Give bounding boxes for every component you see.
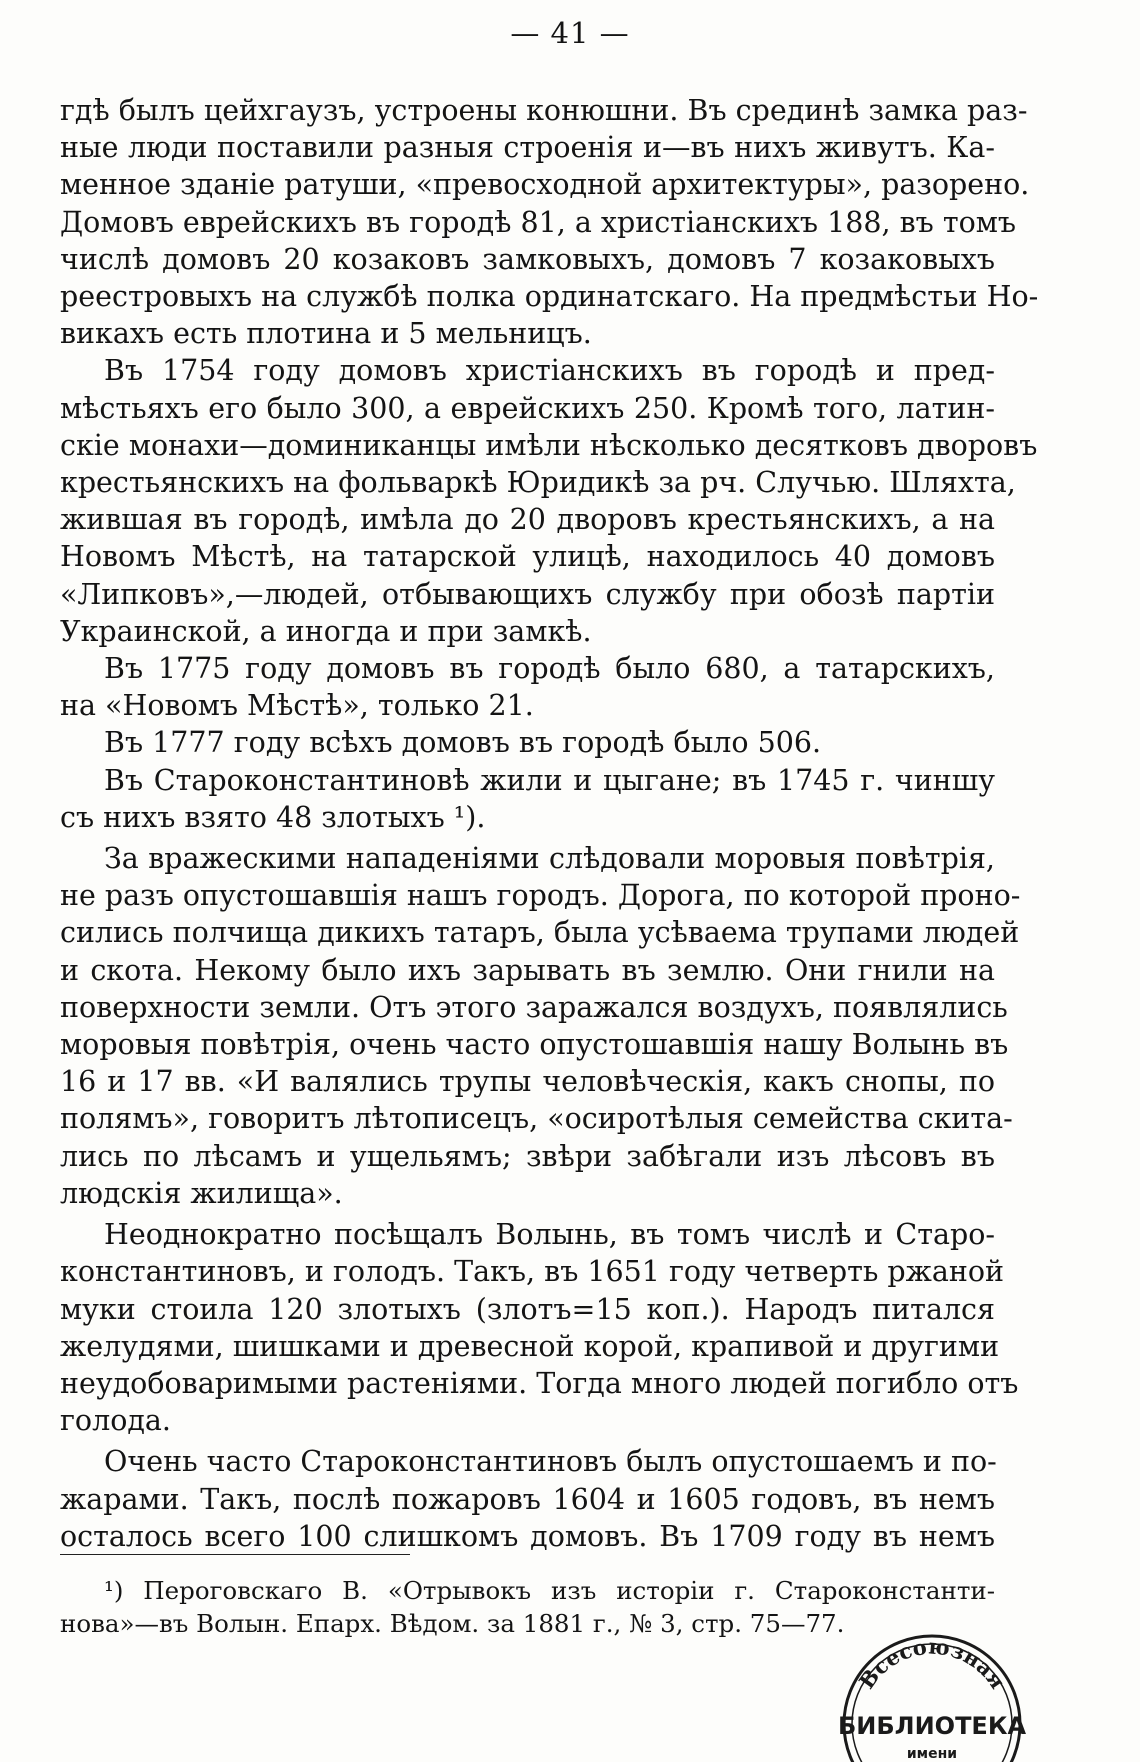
- stamp-arc-text: Всесоюзная: [853, 1633, 1011, 1694]
- text-line: Домовъ еврейскихъ въ городѣ 81, а христіанскихъ 188, въ томъ: [60, 205, 1017, 239]
- text-line: гдѣ былъ цейхгаузъ, устроены конюшни. Въ срединѣ замка раз-: [60, 94, 1028, 127]
- text-line: Въ 1754 году домовъ христіанскихъ въ городѣ и пред-: [104, 354, 995, 388]
- text-line: константиновъ, и голодъ. Такъ, въ 1651 году четверть ржаной: [60, 1255, 1005, 1289]
- text-line: викахъ есть плотина и 5 мельницъ.: [60, 317, 592, 351]
- paragraph: [60, 92, 1039, 352]
- main-text: [60, 92, 1039, 1555]
- text-line: числѣ домовъ 20 козаковъ замковыхъ, домовъ 7 козаковыхъ: [60, 242, 995, 276]
- text-line: Очень часто Староконстантиновъ былъ опустошаемъ и по-: [104, 1445, 997, 1479]
- text-line: голода.: [60, 1404, 171, 1438]
- text-line: реестровыхъ на службѣ полка ординатскаго. На предмѣстьи Но-: [60, 280, 1039, 314]
- text-line: Неоднократно посѣщалъ Волынь, въ томъ числѣ и Старо-: [104, 1218, 995, 1252]
- page-number: — 41 —: [510, 16, 630, 50]
- paragraph: [60, 1443, 995, 1555]
- text-line: скіе монахи—доминиканцы имѣли нѣсколько десятковъ дворовъ: [60, 428, 1038, 462]
- text-line: поверхности земли. Отъ этого заражался воздухъ, появлялись: [60, 990, 1008, 1024]
- text-line: Новомъ Мѣстѣ, на татарской улицѣ, находилось 40 домовъ: [60, 540, 995, 574]
- text-line: крестьянскихъ на фольваркѣ Юридикѣ за рч. Случью. Шляхта,: [60, 466, 1016, 500]
- text-line: съ нихъ взято 48 злотыхъ ¹).: [60, 800, 486, 834]
- paragraph: [60, 840, 1021, 1212]
- text-line: не разъ опустошавшія нашъ городъ. Дорога, по которой проно-: [60, 879, 1021, 913]
- text-line: и скота. Некому было ихъ зарывать въ землю. Они гнили на: [60, 953, 995, 987]
- text-line: ные люди поставили разныя строенія и—въ нихъ живутъ. Ка-: [60, 131, 995, 165]
- paragraph: [60, 1216, 1019, 1439]
- text-line: людскія жилища».: [60, 1176, 343, 1210]
- text-line: полямъ», говоритъ лѣтописецъ, «осиротѣлыя семейства скита-: [60, 1102, 1013, 1136]
- stamp-main-text: БИБЛИОТЕКА: [837, 1712, 1027, 1740]
- footnote-line: ¹) Пероговскаго В. «Отрывокъ изъ исторіи г. Староконстанти-: [104, 1576, 995, 1605]
- text-line: желудями, шишками и древесной корой, крапивой и другими: [60, 1329, 1000, 1363]
- paragraph: [60, 762, 995, 836]
- footnote-divider: [60, 1554, 410, 1555]
- paragraph: [60, 352, 1038, 650]
- text-line: муки стоила 120 злотыхъ (злотъ=15 коп.). Народъ питался: [60, 1292, 995, 1326]
- footnote-line: нова»—въ Волын. Епарх. Вѣдом. за 1881 г., № 3, стр. 75—77.: [60, 1609, 845, 1638]
- text-line: жившая въ городѣ, имѣла до 20 дворовъ крестьянскихъ, а на: [60, 503, 995, 537]
- text-line: 16 и 17 вв. «И валялись трупы человѣческія, какъ снопы, по: [60, 1065, 995, 1099]
- stamp-bottom-text: имени: [906, 1746, 958, 1762]
- text-line: осталось всего 100 слишкомъ домовъ. Въ 1709 году въ немъ: [60, 1519, 995, 1553]
- text-line: жарами. Такъ, послѣ пожаровъ 1604 и 1605 годовъ, въ немъ: [60, 1482, 995, 1516]
- paragraph: [60, 650, 995, 724]
- text-line: неудобоваримыми растеніями. Тогда много людей погибло отъ: [60, 1366, 1019, 1400]
- text-line: Въ 1775 году домовъ въ городѣ было 680, а татарскихъ,: [104, 652, 995, 686]
- text-line: Въ Староконстантиновѣ жили и цыгане; въ 1745 г. чиншу: [104, 763, 995, 797]
- text-line: мѣстьяхъ его было 300, а еврейскихъ 250. Кромѣ того, латин-: [60, 391, 995, 425]
- text-line: За вражескими нападеніями слѣдовали моровыя повѣтрія,: [104, 842, 995, 876]
- svg-text:Всесоюзная: [854, 1633, 1011, 1693]
- text-line: моровыя повѣтрія, очень часто опустошавшія нашу Волынь въ: [60, 1028, 1009, 1062]
- text-line: менное зданіе ратуши, «превосходной архитектуры», разорено.: [60, 168, 1030, 202]
- text-line: на «Новомъ Мѣстѣ», только 21.: [60, 689, 534, 723]
- text-line: лись по лѣсамъ и ущельямъ; звѣри забѣгали изъ лѣсовъ въ: [60, 1139, 995, 1173]
- library-stamp: [822, 1612, 1032, 1762]
- text-line: сились полчища дикихъ татаръ, была усѣваема трупами людей: [60, 916, 1020, 950]
- text-line: Украинской, а иногда и при замкѣ.: [60, 614, 592, 648]
- text-line: Въ 1777 году всѣхъ домовъ въ городѣ было 506.: [104, 726, 822, 760]
- paragraph: [60, 724, 995, 761]
- text-line: «Липковъ»,—людей, отбывающихъ службу при обозѣ партіи: [60, 577, 995, 611]
